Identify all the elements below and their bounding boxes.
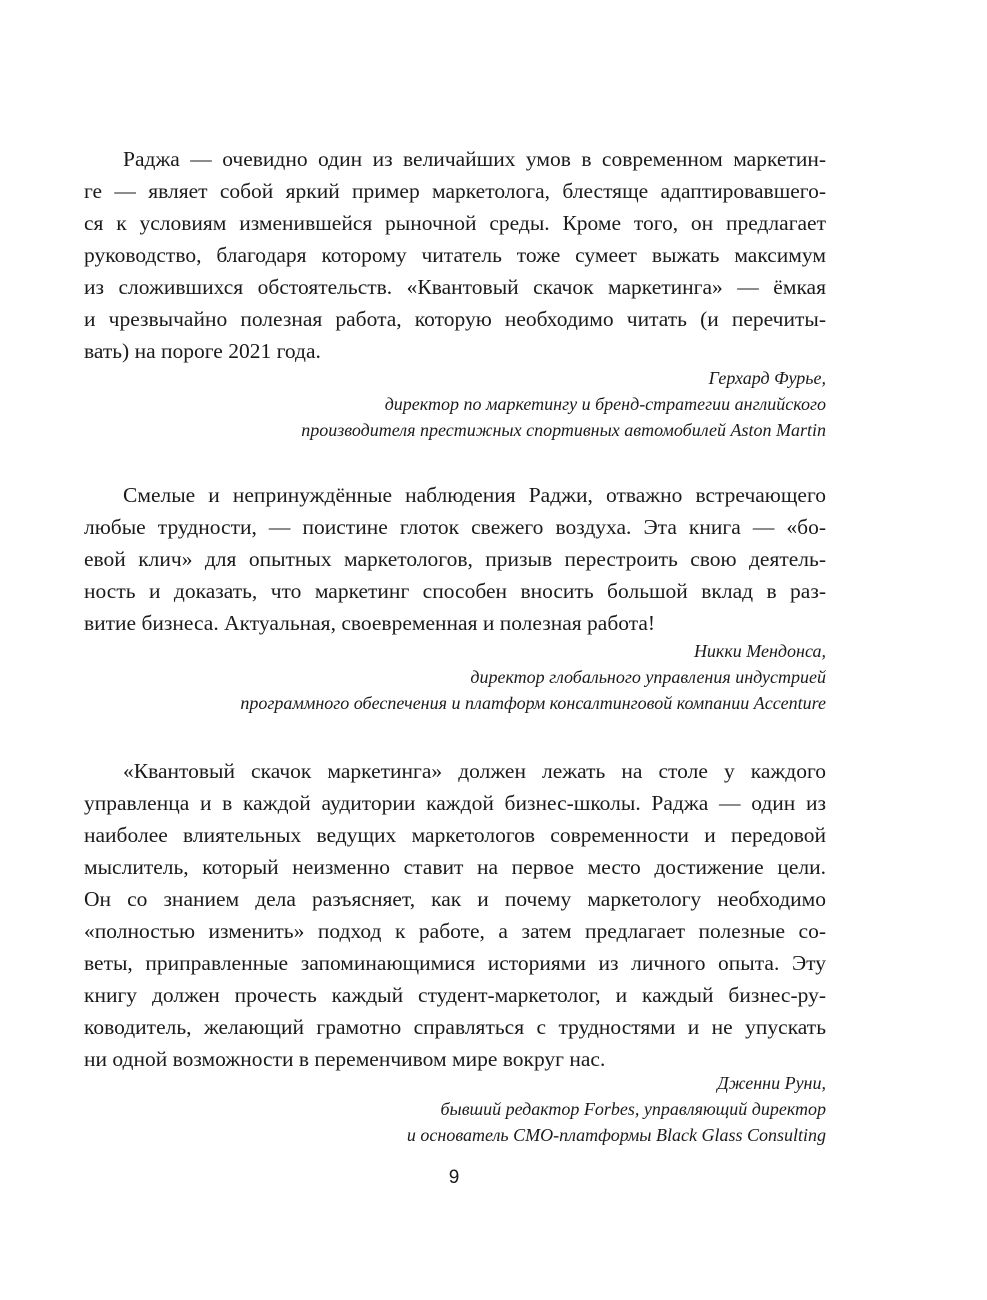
quote-line: и чрезвычайно полезная работа, которую необходимо читать (и перечиты- xyxy=(84,307,826,331)
quote-line: из сложившихся обстоятельств. «Квантовый скачок маркетинга» — ёмкая xyxy=(84,275,826,299)
author-role-line: директор по маркетингу и бренд-стратегии английского xyxy=(384,394,826,414)
quote-line: витие бизнеса. Актуальная, своевременная и полезная работа! xyxy=(84,611,656,635)
quote-line: ся к условиям изменившейся рыночной среды. Кроме того, он предлагает xyxy=(84,211,826,235)
quote-line: ность и доказать, что маркетинг способен вносить большой вклад в раз- xyxy=(84,579,826,603)
author-name: Никки Мендонса, xyxy=(693,641,826,661)
quote-line: «полностью изменить» подход к работе, а затем предлагает полезные со- xyxy=(84,919,826,943)
author-role-line: и основатель CMO-платформы Black Glass Consulting xyxy=(406,1125,826,1145)
quote-line: веты, приправленные запоминающимися историями из личного опыта. Эту xyxy=(84,951,826,975)
quote-line: книгу должен прочесть каждый студент-маркетолог, и каждый бизнес-ру- xyxy=(84,983,826,1007)
quote-line: мыслитель, который неизменно ставит на первое место достижение цели. xyxy=(84,855,826,879)
quote-line: наиболее влиятельных ведущих маркетологов современности и передовой xyxy=(84,823,826,847)
page-number: 9 xyxy=(448,1167,460,1188)
quote-line: руководство, благодаря которому читатель тоже сумеет выжать максимум xyxy=(84,243,826,267)
author-role-line: бывший редактор Forbes, управляющий директор xyxy=(440,1099,826,1119)
author-role-line: производителя престижных спортивных автомобилей Aston Martin xyxy=(301,420,826,440)
quote-line: вать) на пороге 2021 года. xyxy=(84,339,321,363)
author-name: Дженни Руни, xyxy=(717,1073,826,1093)
author-role-line: директор глобального управления индустрией xyxy=(470,667,826,687)
quote-line: «Квантовый скачок маркетинга» должен лежать на столе у каждого xyxy=(123,759,826,783)
quote-line: Раджа — очевидно один из величайших умов в современном маркетин- xyxy=(123,147,826,171)
author-name: Герхард Фурье, xyxy=(708,368,826,388)
quote-line: ге — являет собой яркий пример маркетолога, блестяще адаптировавшего- xyxy=(84,179,826,203)
author-role-line: программного обеспечения и платформ консалтинговой компании Accenture xyxy=(240,693,826,713)
quote-line: ни одной возможности в переменчивом мире вокруг нас. xyxy=(84,1047,606,1071)
quote-line: евой клич» для опытных маркетологов, призыв перестроить свою деятель- xyxy=(84,547,826,571)
quote-line: любые трудности, — поистине глоток свежего воздуха. Эта книга — «бо- xyxy=(84,515,826,539)
quote-line: управленца и в каждой аудитории каждой бизнес-школы. Раджа — один из xyxy=(84,791,826,815)
quote-line: Он со знанием дела разъясняет, как и почему маркетологу необходимо xyxy=(84,887,826,911)
quote-line: ководитель, желающий грамотно справляться с трудностями и не упускать xyxy=(84,1015,826,1039)
quote-line: Смелые и непринуждённые наблюдения Раджи, отважно встречающего xyxy=(123,483,826,507)
